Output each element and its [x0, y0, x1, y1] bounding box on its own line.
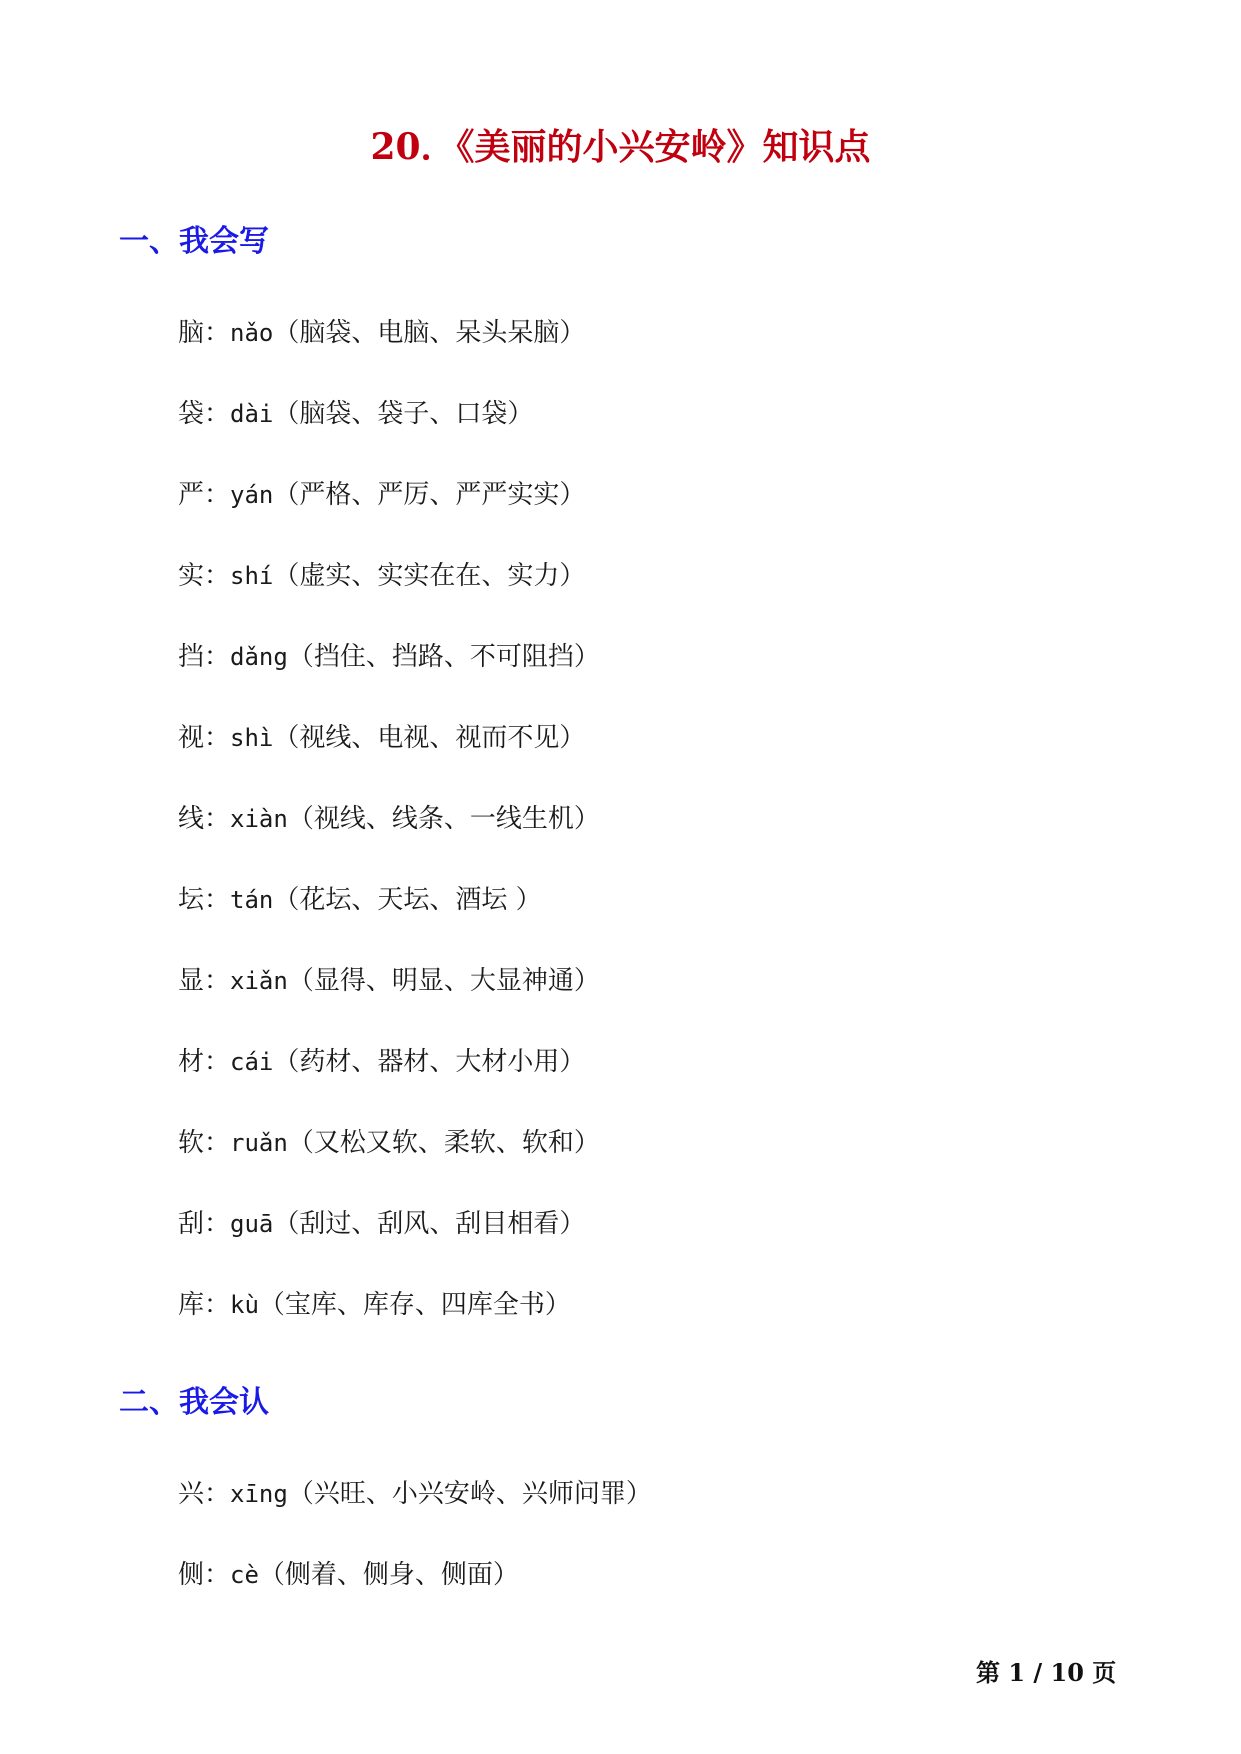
list-item	[178, 558, 585, 594]
character: 坛：	[178, 885, 231, 915]
section-heading-recognize: 二、我会认	[119, 1385, 269, 1420]
example-words: （视线、电视、视而不见）	[273, 723, 586, 753]
list-item	[178, 963, 600, 999]
pinyin: xīng	[230, 1480, 288, 1508]
pinyin: dài	[230, 400, 274, 428]
example-words: （宝库、库存、四库全书）	[258, 1290, 571, 1320]
pinyin: ruǎn	[230, 1129, 288, 1157]
pinyin: shí	[230, 562, 274, 590]
list-item	[178, 639, 600, 675]
example-words: （又松又软、柔软、软和）	[287, 1128, 600, 1158]
character: 侧：	[178, 1560, 231, 1590]
character: 刮：	[178, 1209, 231, 1239]
section-heading-write: 一、我会写	[119, 224, 269, 259]
list-item	[178, 315, 585, 351]
pinyin: tán	[230, 886, 274, 914]
example-words: （显得、明显、大显神通）	[287, 966, 600, 996]
example-words: （脑袋、电脑、呆头呆脑）	[273, 318, 586, 348]
pinyin: xiǎn	[230, 967, 288, 995]
example-words: （视线、线条、一线生机）	[287, 804, 600, 834]
pinyin: cái	[230, 1048, 274, 1076]
character: 库：	[178, 1290, 231, 1320]
pinyin: cè	[230, 1561, 259, 1589]
document-title: 20．《美丽的小兴安岭》知识点	[370, 126, 871, 168]
pinyin: guā	[230, 1210, 274, 1238]
example-words: （花坛、天坛、酒坛 ）	[273, 885, 542, 915]
example-words: （刮过、刮风、刮目相看）	[273, 1209, 586, 1239]
example-words: （虚实、实实在在、实力）	[273, 561, 586, 591]
example-words: （脑袋、袋子、口袋）	[273, 399, 534, 429]
example-words: （侧着、侧身、侧面）	[258, 1560, 519, 1590]
pinyin: xiàn	[230, 805, 288, 833]
character: 实：	[178, 561, 231, 591]
list-item	[178, 720, 585, 756]
character: 材：	[178, 1047, 231, 1077]
example-words: （药材、器材、大材小用）	[273, 1047, 586, 1077]
list-item	[178, 1476, 652, 1512]
example-words: （挡住、挡路、不可阻挡）	[287, 642, 600, 672]
example-words: （严格、严厉、严严实实）	[273, 480, 586, 510]
list-item	[178, 1557, 519, 1593]
pinyin: dǎng	[230, 643, 288, 671]
character: 显：	[178, 966, 231, 996]
character: 挡：	[178, 642, 231, 672]
pinyin: shì	[230, 724, 274, 752]
list-item	[178, 1125, 600, 1161]
pinyin: nǎo	[230, 319, 274, 347]
character: 脑：	[178, 318, 231, 348]
character: 袋：	[178, 399, 231, 429]
list-item	[178, 477, 585, 513]
example-words: （兴旺、小兴安岭、兴师问罪）	[287, 1479, 652, 1509]
list-item	[178, 1206, 585, 1242]
character: 视：	[178, 723, 231, 753]
character: 线：	[178, 804, 231, 834]
character: 严：	[178, 480, 231, 510]
page-number: 第 1 / 10 页	[976, 1658, 1117, 1687]
list-item	[178, 1044, 585, 1080]
list-item	[178, 882, 542, 918]
list-item	[178, 1287, 571, 1323]
pinyin: kù	[230, 1291, 259, 1319]
character: 软：	[178, 1128, 231, 1158]
pinyin: yán	[230, 481, 274, 509]
character: 兴：	[178, 1479, 231, 1509]
list-item	[178, 801, 600, 837]
list-item	[178, 396, 533, 432]
